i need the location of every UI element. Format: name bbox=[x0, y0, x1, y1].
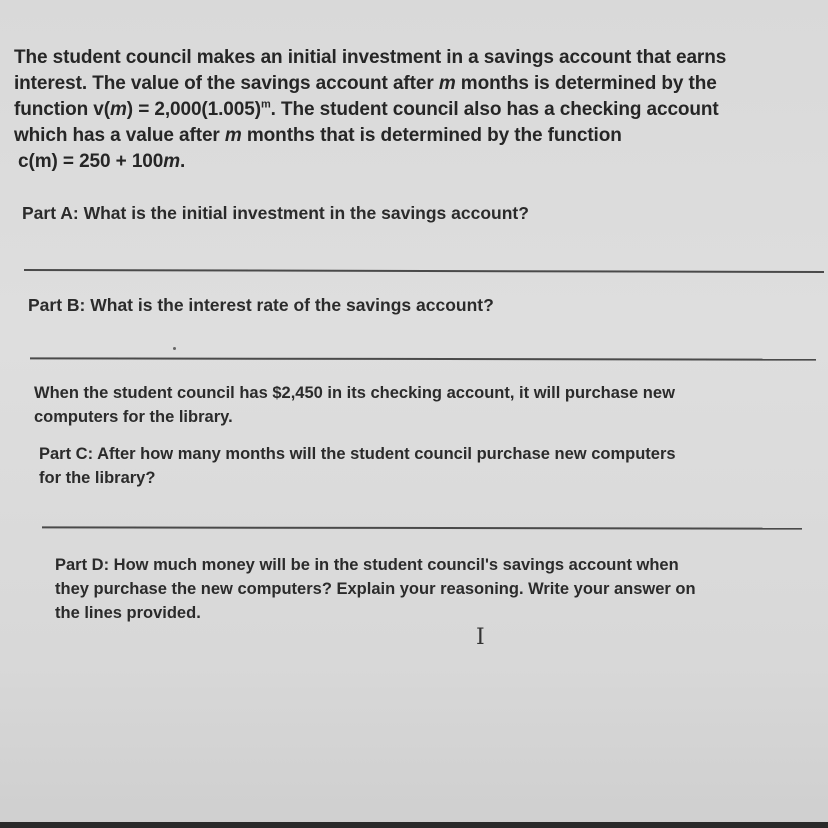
savings-function: ) = 2,000(1.005) bbox=[126, 99, 261, 120]
intro-line-3 bbox=[14, 97, 820, 123]
part-a-answer-line[interactable] bbox=[24, 269, 824, 273]
mark-speck bbox=[173, 347, 176, 350]
part-c-line-2: for the library? bbox=[39, 469, 156, 487]
intro-line-2 bbox=[14, 71, 820, 97]
intro-text: interest. The value of the savings account after bbox=[14, 73, 439, 94]
intro-text: which has a value after bbox=[14, 125, 225, 146]
screen-bezel bbox=[0, 822, 828, 828]
variable-m: m bbox=[110, 99, 127, 120]
part-b-question: Part B: What is the interest rate of the savings account? bbox=[28, 295, 494, 315]
part-d-line-3: the lines provided. bbox=[55, 604, 201, 622]
part-c-answer-line[interactable] bbox=[42, 526, 802, 529]
intro-text: . bbox=[180, 151, 186, 172]
intro-text: months that is determined by the function bbox=[241, 125, 622, 146]
part-c-line-1: Part C: After how many months will the student council purchase new computers bbox=[39, 445, 676, 463]
problem-intro bbox=[14, 45, 820, 175]
part-a-question: Part A: What is the initial investment in the savings account? bbox=[22, 203, 529, 223]
intro-text: months is determined by the bbox=[455, 73, 717, 94]
part-d-line-1: Part D: How much money will be in the student council's savings account when bbox=[55, 556, 679, 574]
context-line-1: When the student council has $2,450 in its checking account, it will purchase new bbox=[34, 384, 675, 402]
context-line-2: computers for the library. bbox=[34, 408, 233, 426]
variable-m: m bbox=[163, 151, 181, 172]
part-b-answer-line[interactable] bbox=[30, 357, 816, 360]
text-cursor-icon: I bbox=[476, 625, 485, 650]
intro-line-1: The student council makes an initial investment in a savings account that earns bbox=[14, 47, 727, 68]
intro-text: . The student council also has a checking account bbox=[270, 99, 719, 120]
intro-line-5 bbox=[14, 149, 820, 175]
variable-m: m bbox=[438, 73, 456, 94]
part-d-line-2: they purchase the new computers? Explain your reasoning. Write your answer on bbox=[55, 580, 696, 598]
checking-function: c(m) = 250 + 100 bbox=[18, 151, 164, 172]
intro-line-4 bbox=[14, 123, 820, 149]
variable-m: m bbox=[224, 125, 242, 146]
exponent-m: m bbox=[260, 98, 271, 111]
intro-text: function v( bbox=[14, 99, 110, 120]
